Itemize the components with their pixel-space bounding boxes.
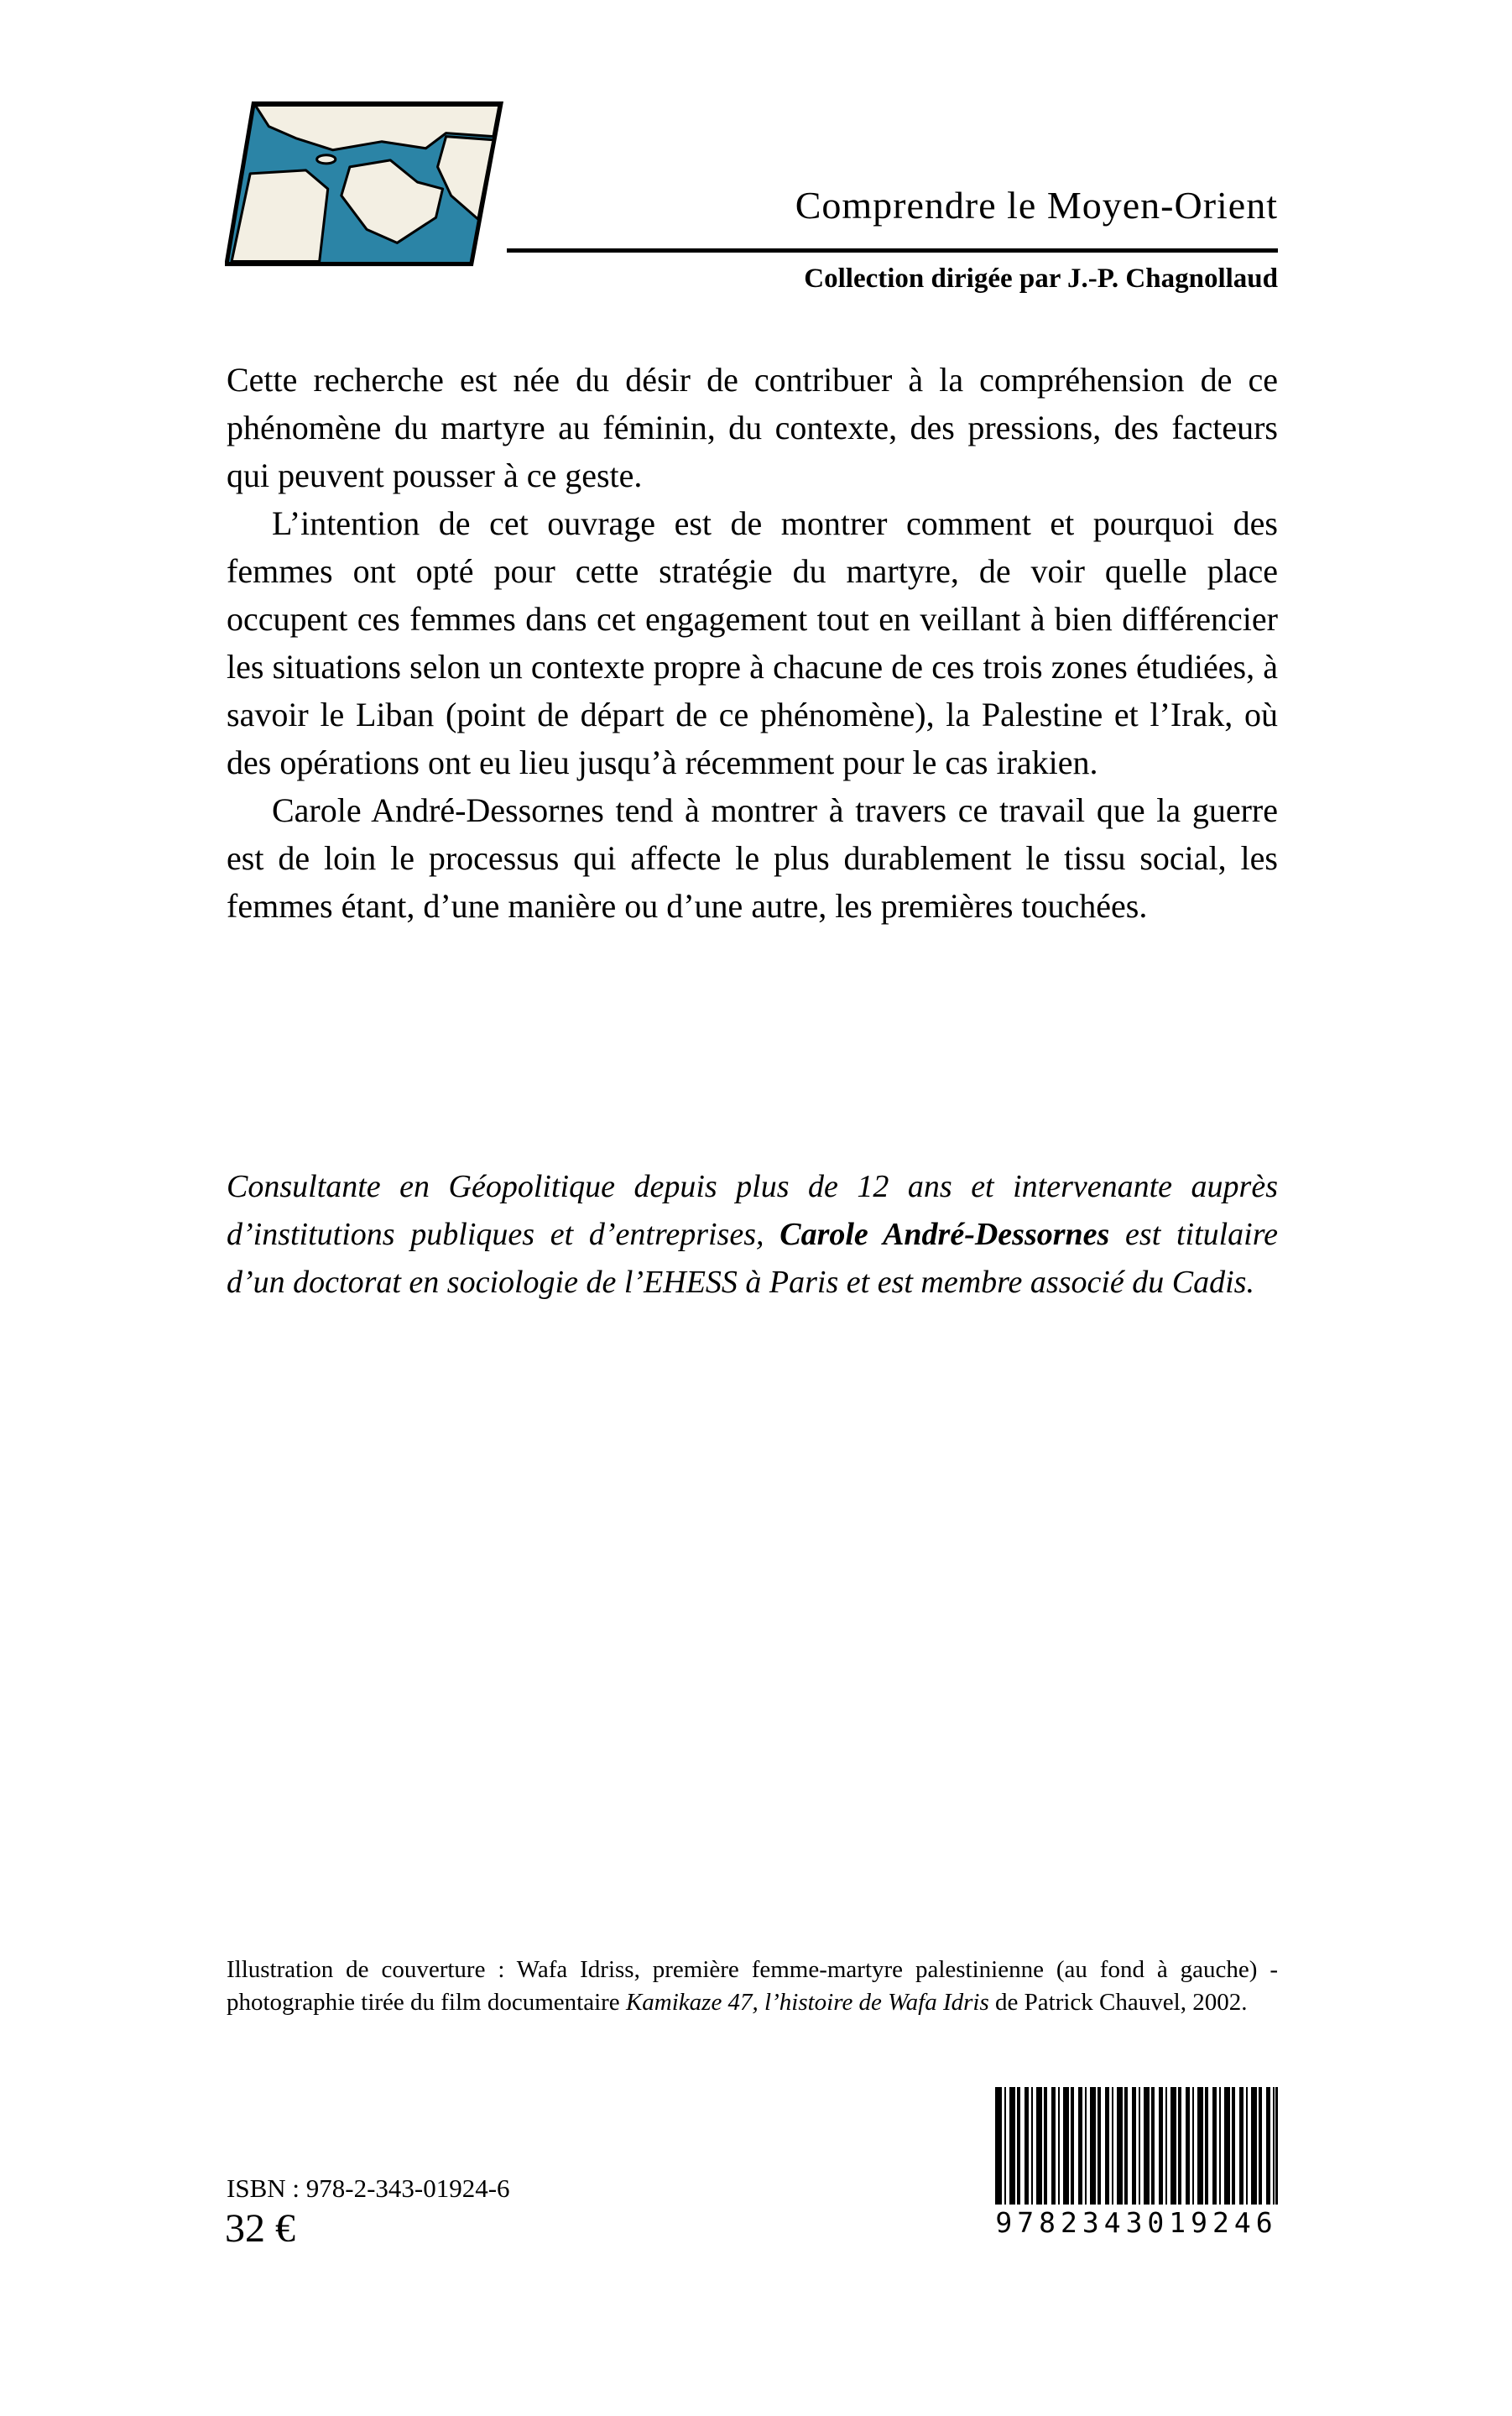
bio-text-before: Consultante en Géopolitique depuis plus de 12 ans et intervenante auprès d’institutions publiques et d’entreprises, — [227, 1169, 1278, 1252]
film-title: Kamikaze 47, l’histoire de Wafa Idris — [625, 1989, 989, 2016]
bio-text-after: est titulaire d’un doctorat en sociologie de l’EHESS à Paris et est membre associé du Cadis. — [227, 1217, 1278, 1300]
middle-east-map-graphic — [225, 101, 503, 267]
price: 32 € — [225, 2206, 295, 2251]
collection-subtitle: Collection dirigée par J.-P. Chagnollaud — [804, 264, 1278, 294]
barcode-bars — [995, 2087, 1278, 2205]
synopsis-paragraph-2: L’intention de cet ouvrage est de montrer comment et pourquoi des femmes ont opté pour cette stratégie du martyre, de voir quelle place occupent ces femmes dans cet engagement tout en veillant à bien différencier les situations selon un contexte propre à chacune de ces trois zones étudiées, à savoir le Liban (point de départ de ce phénomène), la Palestine et l’Irak, où des opérations ont eu lieu jusqu’à récemment pour le cas irakien. — [227, 504, 1278, 781]
barcode — [995, 2087, 1278, 2239]
middle-east-map-logo — [225, 101, 503, 267]
author-bio — [227, 1163, 1278, 1307]
cover-illustration-credit — [227, 1954, 1278, 2019]
credit-text-before: Illustration de couverture : Wafa Idriss, première femme-martyre palestinienne (au fond à gauche) - photographie tirée du film documentaire — [227, 1956, 1278, 2016]
isbn: ISBN : 978-2-343-01924-6 — [227, 2173, 510, 2203]
collection-title: Comprendre le Moyen-Orient — [795, 184, 1278, 227]
barcode-number: 9782343019246 — [995, 2206, 1278, 2239]
synopsis-paragraph-1: Cette recherche est née du désir de contribuer à la compréhension de ce phénomène du martyre au féminin, du contexte, des pressions, des facteurs qui peuvent pousser à ce geste. — [227, 361, 1278, 494]
credit-text-after: de Patrick Chauvel, 2002. — [988, 1989, 1248, 2016]
header-divider — [507, 248, 1278, 253]
synopsis — [227, 356, 1278, 930]
author-name: Carole André-Dessornes — [779, 1217, 1110, 1252]
synopsis-paragraph-3: Carole André-Dessornes tend à montrer à travers ce travail que la guerre est de loin le processus qui affecte le plus durablement le tissu social, les femmes étant, d’une manière ou d’une autre, les premières touchées. — [227, 791, 1278, 925]
